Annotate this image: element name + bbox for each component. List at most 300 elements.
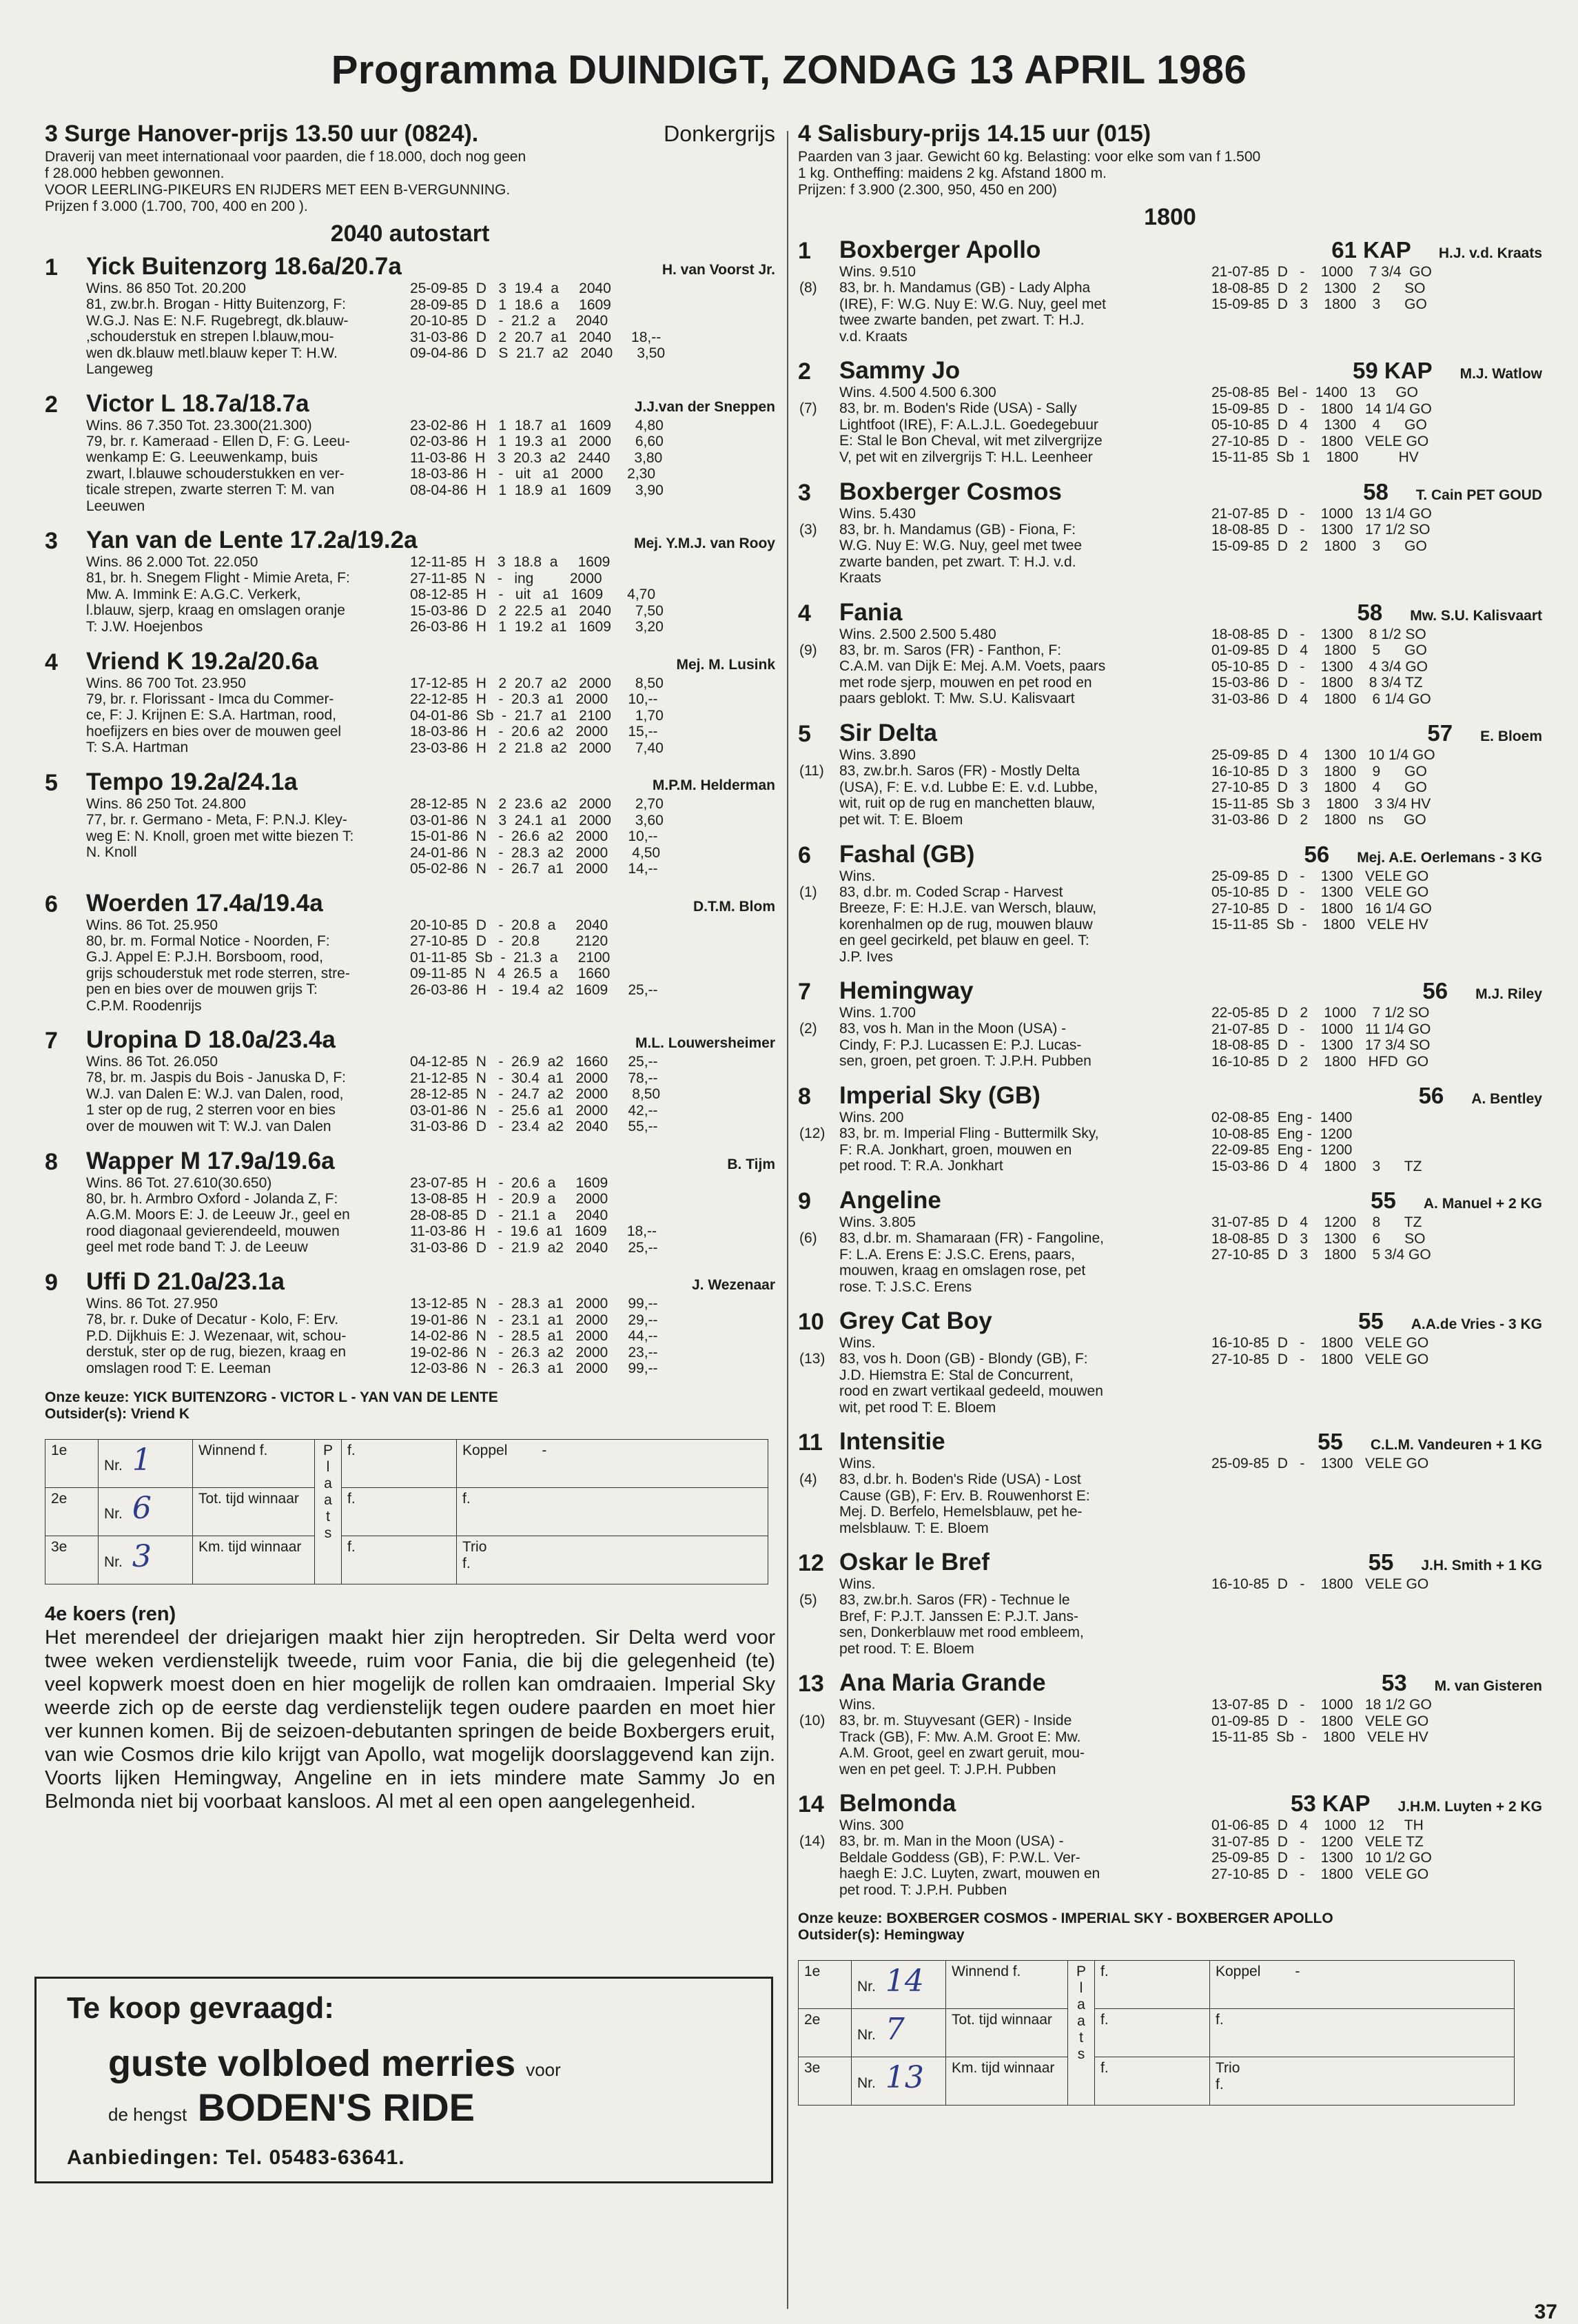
bet-row <box>799 2009 1515 2057</box>
horse-desc-line: met rode sjerp, mouwen en pet rood en <box>839 674 1092 691</box>
horse-jockey: E. Bloem <box>1480 728 1542 744</box>
result-line: 01-06-85 D 4 1000 12 TH <box>1211 1817 1424 1833</box>
horse-desc-line: 83, d.br. m. Shamaraan (FR) - Fangoline, <box>839 1230 1104 1246</box>
result-line: 25-09-85 D - 1300 VELE GO <box>1211 868 1429 884</box>
horse-desc-line: geel met rode band T: J. de Leeuw <box>86 1239 308 1255</box>
horse-jockey: M. van Gisteren <box>1434 1678 1542 1694</box>
horse-pole: (12) <box>799 1125 826 1141</box>
outsider-line: Outsider(s): Vriend K <box>45 1405 190 1422</box>
result-line: 13-08-85 H - 20.9 a 2000 <box>410 1191 608 1207</box>
horse-jockey: J.H.M. Luyten + 2 KG <box>1397 1799 1542 1815</box>
horse-desc-line: 83, br. h. Mandamus (GB) - Lady Alpha <box>839 280 1091 296</box>
koppel-dash: - <box>1295 1964 1300 1979</box>
horse-wins: Wins. 3.890 <box>839 747 916 763</box>
result-line: 31-07-85 D - 1200 VELE TZ <box>1211 1833 1424 1850</box>
horse-header <box>839 1082 1542 1110</box>
horse-jockey: Mej. Y.M.J. van Rooy <box>633 536 775 551</box>
result-line: 01-11-85 Sb - 21.3 a 2100 <box>410 949 611 966</box>
race4-conditions <box>798 149 1542 198</box>
horse-header <box>839 599 1542 626</box>
handwritten-number: 1 <box>132 1442 152 1478</box>
horse-desc-line: W.G. Nuy E: W.G. Nuy, geel met twee <box>839 538 1083 553</box>
horse-name: Yan van de Lente 17.2a/19.2a <box>86 527 418 553</box>
bet-place: 3e <box>45 1536 99 1584</box>
horse-weight: 59 KAP <box>1353 358 1433 383</box>
bet-f-cell: f. <box>1095 2009 1210 2057</box>
horse-weight: 61 KAP <box>1331 237 1411 263</box>
horse-jockey: H. van Voorst Jr. <box>662 262 775 278</box>
ad-line1-text: guste volbloed merries <box>108 2043 516 2084</box>
horse-jockey: B. Tijm <box>727 1156 775 1172</box>
horse-desc-line: rose. T: J.S.C. Erens <box>839 1278 972 1295</box>
result-line: 22-05-85 D 2 1000 7 1/2 SO <box>1211 1005 1430 1021</box>
horse-desc-line: 80, br. m. Formal Notice - Noorden, F: <box>86 932 330 949</box>
horse-entry <box>798 841 1542 966</box>
horse-desc-line: pet wit. T: E. Bloem <box>839 811 963 828</box>
horse-info <box>86 1175 410 1256</box>
horse-jockey: M.J. Watlow <box>1459 366 1542 382</box>
result-line: 19-01-86 N - 23.1 a1 2000 29,-- <box>410 1312 658 1328</box>
trio-label: Trio <box>462 1538 487 1555</box>
handwritten-number: 6 <box>132 1490 152 1526</box>
result-line: 15-11-85 Sb 1 1800 HV <box>1211 449 1419 465</box>
handwritten-number: 7 <box>885 2012 905 2047</box>
result-line: 26-03-86 H - 19.4 a2 1609 25,-- <box>410 981 658 998</box>
horse-name: Hemingway <box>839 977 974 1004</box>
bet-extra-cell <box>457 1536 768 1584</box>
horse-pole: (6) <box>799 1230 817 1246</box>
bet-extra-cell <box>457 1439 768 1487</box>
horse-desc-line: 83, d.br. m. Coded Scrap - Harvest <box>839 884 1063 900</box>
bet-extra-cell <box>1210 1961 1515 2009</box>
result-line: 16-10-85 D 2 1800 HFD GO <box>1211 1053 1429 1070</box>
ad-contact: Aanbiedingen: Tel. 05483-63641. <box>67 2146 405 2169</box>
horse-info <box>799 1110 1211 1174</box>
result-line: 23-03-86 H 2 21.8 a2 2000 7,40 <box>410 740 664 756</box>
horse-weight: 55 <box>1318 1429 1343 1454</box>
handwritten-number: 3 <box>132 1538 152 1574</box>
horse-body <box>799 357 1542 466</box>
horse-jockey: A.A.de Vries - 3 KG <box>1411 1316 1542 1332</box>
horse-pole: (5) <box>799 1592 817 1608</box>
horse-body <box>799 1082 1542 1174</box>
horse-results <box>1211 385 1542 466</box>
race4-bet-form <box>798 1960 1542 2106</box>
horse-details <box>799 385 1542 466</box>
result-line: 18-08-85 D - 1300 17 3/4 SO <box>1211 1037 1431 1053</box>
horse-desc-line: 83, vos h. Doon (GB) - Blondy (GB), F: <box>839 1351 1088 1367</box>
result-line: 23-02-86 H 1 18.7 a1 1609 4,80 <box>410 417 664 434</box>
horse-results <box>410 1054 775 1135</box>
horse-desc-line: v.d. Kraats <box>839 328 908 345</box>
result-line: 23-07-85 H - 20.6 a 1609 <box>410 1174 608 1191</box>
horse-desc-line: grijs schouderstuk met rode sterren, stre- <box>86 965 350 981</box>
bet-extra-cell <box>1210 2057 1515 2106</box>
result-line: 18-08-85 D 3 1300 6 SO <box>1211 1230 1426 1247</box>
horse-desc-line: (USA), F: E. v.d. Lubbe E: E. v.d. Lubbe, <box>839 779 1098 795</box>
race3-distance: 2040 autostart <box>330 221 490 247</box>
result-line: 18-03-86 H - 20.6 a2 2000 15,-- <box>410 724 658 740</box>
race3-column <box>45 121 775 1813</box>
horse-results <box>1211 264 1542 345</box>
horse-jockey: T. Cain PET GOUD <box>1415 487 1542 503</box>
result-line: 25-09-85 D 4 1300 10 1/4 GO <box>1211 747 1435 763</box>
bet-nr-cell <box>852 2057 946 2106</box>
horse-desc-line: Lightfoot (IRE), F: A.L.J.L. Goedegebuur <box>839 416 1098 433</box>
bet-field-label: Winnend f. <box>193 1439 315 1487</box>
horse-weight: 53 KAP <box>1290 1791 1371 1816</box>
horse-wins: Wins. 86 250 Tot. 24.800 <box>86 796 246 812</box>
horse-number: 4 <box>798 600 811 626</box>
horse-desc-line: 83, zw.br.h. Saros (FR) - Technue le <box>839 1592 1070 1608</box>
horse-desc-line: 78, br. m. Jaspis du Bois - Januska D, F: <box>86 1070 346 1085</box>
horse-header <box>86 527 775 554</box>
horse-desc-line: C.P.M. Roodenrijs <box>86 997 202 1014</box>
race4-keuze <box>798 1910 1542 1944</box>
result-line: 28-08-85 D - 21.1 a 2040 <box>410 1207 608 1223</box>
horse-details <box>86 1054 775 1135</box>
result-line: 31-03-86 D - 23.4 a2 2040 55,-- <box>410 1119 658 1134</box>
horse-jockey: C.L.M. Vandeuren + 1 KG <box>1370 1437 1542 1453</box>
result-line: 16-10-85 D - 1800 VELE GO <box>1211 1576 1429 1592</box>
result-line: 27-11-85 N - ing 2000 <box>410 570 602 587</box>
horse-desc-line: J.D. Hiemstra E: Stal de Concurrent, <box>839 1367 1074 1383</box>
horse-entry <box>798 357 1542 466</box>
horse-desc-line: 83, br. m. Saros (FR) - Fanthon, F: <box>839 642 1062 658</box>
horse-desc-line: A.M. Groot, geel en zwart geruit, mou- <box>839 1745 1085 1761</box>
bet-field-label: Tot. tijd winnaar <box>946 2009 1068 2057</box>
horse-wins: Wins. 1.700 <box>839 1005 916 1021</box>
horse-details <box>799 264 1542 345</box>
horse-wins: Wins. <box>839 1697 876 1713</box>
result-line: 27-10-85 D - 1800 VELE GO <box>1211 1351 1429 1367</box>
horse-jockey: D.T.M. Blom <box>693 898 775 915</box>
koers-title: 4e koers (ren) <box>45 1602 176 1625</box>
horse-header <box>839 1669 1542 1697</box>
result-line: 08-04-86 H 1 18.9 a1 1609 3,90 <box>410 482 664 498</box>
horse-details <box>799 505 1542 587</box>
page-number: 37 <box>1534 2301 1557 2323</box>
horse-desc-line: wen dk.blauw metl.blauw keper T: H.W. <box>86 345 338 361</box>
result-line: 18-08-85 D - 1300 8 1/2 SO <box>1211 626 1426 642</box>
horse-wins: Wins. 86 700 Tot. 23.950 <box>86 675 246 691</box>
result-line: 15-09-85 D 2 1800 3 GO <box>1211 538 1427 554</box>
keuze-line: Onze keuze: BOXBERGER COSMOS - IMPERIAL SKY - BOXBERGER APOLLO <box>798 1910 1333 1926</box>
condition-line: Draverij van meet internationaal voor paarden, die f 18.000, doch nog geen <box>45 149 526 165</box>
result-line: 15-11-85 Sb 3 1800 3 3/4 HV <box>1211 795 1431 812</box>
horse-name: Boxberger Apollo <box>839 236 1041 263</box>
horse-desc-line: Track (GB), F: Mw. A.M. Groot E: Mw. <box>839 1729 1081 1745</box>
horse-number: 5 <box>798 721 811 747</box>
horse-pole: (1) <box>799 884 817 900</box>
horse-desc-line: 83, br. m. Stuyvesant (GER) - Inside <box>839 1713 1072 1729</box>
horse-desc-line: over de mouwen wit T: W.J. van Dalen <box>86 1118 331 1134</box>
horse-entry <box>798 1428 1542 1536</box>
bet-nr-label: Nr. <box>104 1553 123 1570</box>
horse-body <box>799 1669 1542 1777</box>
horse-details <box>86 796 775 877</box>
horse-name: Tempo 19.2a/24.1a <box>86 768 298 795</box>
horse-pole: (4) <box>799 1471 817 1487</box>
horse-weight: 53 <box>1381 1670 1407 1695</box>
horse-body <box>799 720 1542 828</box>
horse-details <box>86 554 775 635</box>
horse-details <box>86 675 775 757</box>
horse-entry <box>798 1790 1542 1898</box>
horse-results <box>1211 868 1542 966</box>
horse-wins: Wins. 86 2.000 Tot. 22.050 <box>86 554 258 570</box>
horse-body <box>86 1148 775 1256</box>
advertisement <box>34 1977 773 2183</box>
horse-name: Belmonda <box>839 1790 956 1817</box>
horse-pole: (9) <box>799 642 817 658</box>
horse-info <box>799 264 1211 345</box>
horse-wins: Wins. 86 Tot. 25.950 <box>86 917 218 933</box>
horse-number: 6 <box>45 890 58 917</box>
horse-number: 9 <box>45 1270 58 1296</box>
result-line: 05-02-86 N - 26.7 a1 2000 14,-- <box>410 861 658 877</box>
horse-pole: (13) <box>799 1351 826 1367</box>
horse-desc-line: 77, br. r. Germano - Meta, F: P.N.J. Kley- <box>86 812 347 828</box>
horse-desc-line: wit, pet rood T: E. Bloem <box>839 1399 996 1416</box>
horse-details <box>86 281 775 378</box>
horse-desc-line: paars geblokt. T: Mw. S.U. Kalisvaart <box>839 691 1075 706</box>
condition-line: Paarden van 3 jaar. Gewicht 60 kg. Belasting: voor elke som van f 1.500 <box>798 149 1261 165</box>
horse-number: 4 <box>45 649 58 675</box>
race3-title: 3 Surge Hanover-prijs 13.50 uur (0824). <box>45 121 479 147</box>
horse-wins: Wins. 2.500 2.500 5.480 <box>839 626 996 642</box>
result-line: 18-03-86 H - uit a1 2000 2,30 <box>410 466 656 482</box>
horse-results <box>1211 1110 1542 1174</box>
horse-pole: (14) <box>799 1833 826 1849</box>
horse-body <box>799 478 1542 587</box>
horse-name: Boxberger Cosmos <box>839 478 1062 505</box>
race4-column <box>798 121 1542 2106</box>
result-line: 15-03-86 D 2 22.5 a1 2040 7,50 <box>410 602 664 619</box>
horse-weight: 57 <box>1427 720 1453 746</box>
horse-desc-line: ce, F: J. Krijnen E: S.A. Hartman, rood, <box>86 707 336 723</box>
koers-text: Het merendeel der driejarigen maakt hier zijn heroptreden. Sir Delta werd voor twee weken verdienstelijk tweede, ruim voor Fania, die bij die gelegenheid (te) veel kopwerk moest doen en hier mogelijk de rollen kan omdraaien. Imperial Sky weerde zich op de eerste dag verdienstelijk tegen oudere paarden en moet hier ver kunnen komen. Bij de seizoen-debutanten springen de beide Boxbergers eruit, van wie Cosmos drie kilo krijgt van Apollo, wat mogelijk doorslaggevend kan zijn. Voorts lijken Hemingway, Angeline en in iets mindere mate Sammy Jo en Belmonda niet bij voorbaat kansloos. Al met al een open aangelegenheid. <box>45 1626 775 1813</box>
horse-desc-line: Beldale Goddess (GB), F: P.W.L. Ver- <box>839 1849 1080 1866</box>
horse-wins: Wins. 86 Tot. 27.610(30.650) <box>86 1174 272 1191</box>
horse-header <box>86 1148 775 1175</box>
bet-nr-label: Nr. <box>857 2075 876 2091</box>
horse-jockey: J.J.van der Sneppen <box>634 398 775 415</box>
horse-number: 1 <box>798 238 811 264</box>
result-line: 27-10-85 D - 20.8 2120 <box>410 933 608 949</box>
horse-wins: Wins. <box>839 1576 876 1592</box>
horse-jockey: Mej. M. Lusink <box>676 656 775 673</box>
result-line: 27-10-85 D 3 1800 4 GO <box>1211 779 1427 795</box>
horse-jockey: M.J. Riley <box>1475 986 1542 1002</box>
horse-desc-line: T: J.W. Hoejenbos <box>86 618 203 635</box>
horse-entry <box>798 1669 1542 1777</box>
horse-info <box>799 868 1211 966</box>
bet-row <box>799 1961 1515 2009</box>
horse-details <box>799 1110 1542 1174</box>
horse-wins: Wins. 300 <box>839 1817 904 1833</box>
horse-name: Ana Maria Grande <box>839 1669 1046 1696</box>
horse-results <box>1211 747 1542 828</box>
result-line: 09-04-86 D S 21.7 a2 2040 3,50 <box>410 345 666 361</box>
horse-header <box>839 357 1542 385</box>
horse-results <box>410 281 775 378</box>
horse-number: 3 <box>45 528 58 554</box>
horse-details <box>86 917 775 1015</box>
column-divider <box>787 131 788 2309</box>
horse-info <box>86 554 410 635</box>
result-line: 12-03-86 N - 26.3 a1 2000 99,-- <box>410 1360 658 1376</box>
result-line: 31-03-86 D 2 20.7 a1 2040 18,-- <box>410 329 662 345</box>
horse-jockey: M.P.M. Helderman <box>652 777 775 793</box>
horse-name: Sir Delta <box>839 720 937 746</box>
horse-desc-line: Cindy, F: P.J. Lucassen E: P.J. Lucas- <box>839 1037 1082 1053</box>
bet-nr-cell <box>99 1536 193 1584</box>
horse-desc-line: sen, Donkerblauw met rood embleem, <box>839 1624 1084 1640</box>
race4-distance: 1800 <box>1144 204 1196 230</box>
horse-wins: Wins. 4.500 4.500 6.300 <box>839 385 996 400</box>
result-line: 01-09-85 D - 1800 VELE GO <box>1211 1713 1429 1729</box>
horse-results <box>410 796 775 877</box>
horse-body <box>86 390 775 515</box>
result-line: 31-03-86 D - 21.9 a2 2040 25,-- <box>410 1239 658 1256</box>
result-line: 15-09-85 D 3 1800 3 GO <box>1211 296 1427 312</box>
horse-info <box>86 1054 410 1135</box>
horse-desc-line: weg E: N. Knoll, groen met witte biezen T: <box>86 828 354 844</box>
horse-weight: 56 <box>1418 1083 1444 1108</box>
result-line: 21-07-85 D - 1000 7 3/4 GO <box>1211 264 1432 280</box>
horse-info <box>86 675 410 757</box>
horse-pole: (3) <box>799 521 817 538</box>
horse-details <box>799 1697 1542 1777</box>
horse-name: Sammy Jo <box>839 357 961 384</box>
horse-info <box>799 505 1211 587</box>
horse-desc-line: pet rood. T: R.A. Jonkhart <box>839 1158 1003 1174</box>
horse-number: 3 <box>798 479 811 506</box>
horse-desc-line: Mw. A. Immink E: A.G.C. Verkerk, <box>86 586 301 602</box>
horse-results <box>410 418 775 515</box>
horse-desc-line: J.P. Ives <box>839 948 893 965</box>
result-line: 28-09-85 D 1 18.6 a 1609 <box>410 296 611 313</box>
horse-header <box>86 768 775 796</box>
horse-desc-line: W.J. van Dalen E: W.J. van Dalen, rood, <box>86 1085 344 1102</box>
horse-results <box>410 917 775 1015</box>
horse-info <box>799 1697 1211 1777</box>
horse-desc-line: 81, br. h. Snegem Flight - Mimie Areta, F: <box>86 570 350 586</box>
horse-wins: Wins. 3.805 <box>839 1214 916 1230</box>
result-line: 22-09-85 Eng - 1200 <box>1211 1142 1353 1158</box>
ad-title: Te koop gevraagd: <box>67 1991 334 2025</box>
bet-f-label: f. <box>1216 2077 1224 2092</box>
horse-desc-line: ,schouderstuk en strepen l.blauw,mou- <box>86 329 334 345</box>
horse-number: 12 <box>798 1550 824 1576</box>
horse-number: 8 <box>798 1083 811 1110</box>
horse-header <box>839 1549 1542 1576</box>
horse-desc-line: 81, zw.br.h. Brogan - Hitty Buitenzorg, F: <box>86 296 347 312</box>
horse-body <box>799 1187 1542 1295</box>
horse-desc-line: Langeweg <box>86 361 153 377</box>
ad-line-1 <box>67 2042 741 2085</box>
horse-desc-line: mouwen, kraag en omslagen rose, pet <box>839 1263 1086 1278</box>
horse-desc-line: T: S.A. Hartman <box>86 740 189 755</box>
horse-desc-line: Bref, F: P.J.T. Janssen E: P.J.T. Jans- <box>839 1608 1079 1624</box>
condition-line: VOOR LEERLING-PIKEURS EN RIJDERS MET EEN B-VERGUNNING. <box>45 182 511 198</box>
horse-pole: (2) <box>799 1021 817 1037</box>
condition-line: Prijzen f 3.000 (1.700, 700, 400 en 200 ). <box>45 198 308 214</box>
horse-body <box>799 1790 1542 1898</box>
horse-wins: Wins. 5.430 <box>839 505 916 522</box>
horse-header <box>86 390 775 418</box>
horse-details <box>86 1296 775 1377</box>
bet-f-cell: f. <box>342 1439 457 1487</box>
horse-desc-line: A.G.M. Moors E: J. de Leeuw Jr., geel en <box>86 1207 350 1223</box>
horse-jockey: Mej. A.E. Oerlemans - 3 KG <box>1357 849 1542 866</box>
horse-details <box>799 626 1542 708</box>
horse-desc-line: en geel gecirkeld, pet blauw en geel. T: <box>839 932 1089 948</box>
bet-row <box>45 1536 768 1584</box>
horse-results <box>1211 1576 1542 1657</box>
bet-place: 2e <box>45 1487 99 1536</box>
horse-body <box>799 977 1542 1070</box>
horse-number: 5 <box>45 770 58 796</box>
race3-bet-form <box>45 1439 775 1584</box>
horse-results <box>410 675 775 757</box>
result-line: 25-09-85 D - 1300 VELE GO <box>1211 1456 1429 1471</box>
horse-desc-line: V, pet wit en zilvergrijs T: H.L. Leenheer <box>839 449 1093 465</box>
horse-wins: Wins. 86 7.350 Tot. 23.300(21.300) <box>86 417 312 434</box>
horse-desc-line: hoefijzers en bies over de mouwen geel <box>86 723 342 740</box>
horse-pole: (7) <box>799 400 817 416</box>
horse-desc-line: omslagen rood T: E. Leeman <box>86 1360 271 1376</box>
horse-details <box>799 1335 1542 1416</box>
koppel-label: Koppel <box>1216 1964 1261 1979</box>
result-line: 15-01-86 N - 26.6 a2 2000 10,-- <box>410 828 658 844</box>
horse-desc-line: Breeze, F: E: H.J.E. van Wersch, blauw, <box>839 900 1097 916</box>
horse-details <box>86 418 775 515</box>
horse-desc-line: P.D. Dijkhuis E: J. Wezenaar, wit, schou- <box>86 1327 347 1344</box>
result-line: 21-07-85 D - 1000 11 1/4 GO <box>1211 1021 1431 1037</box>
race3-header <box>45 121 775 147</box>
horse-info <box>799 1335 1211 1416</box>
horse-desc-line: ticale strepen, zwarte sterren T: M. van <box>86 482 335 498</box>
koppel-dash: - <box>542 1442 547 1458</box>
horse-name: Wapper M 17.9a/19.6a <box>86 1147 335 1174</box>
bet-nr-label: Nr. <box>104 1457 123 1474</box>
horse-results <box>410 1296 775 1377</box>
horse-info <box>799 1005 1211 1070</box>
horse-wins: Wins. 200 <box>839 1110 904 1125</box>
horse-desc-line: 83, vos h. Man in the Moon (USA) - <box>839 1021 1067 1037</box>
result-line: 25-08-85 Bel - 1400 13 GO <box>1211 385 1418 400</box>
horse-name: Grey Cat Boy <box>839 1307 992 1334</box>
horse-info <box>799 626 1211 708</box>
horse-desc-line: 79, br. r. Florissant - Imca du Commer- <box>86 691 334 707</box>
horse-number: 8 <box>45 1148 58 1175</box>
horse-entry <box>45 390 775 515</box>
bet-place: 1e <box>45 1439 99 1487</box>
condition-line: Prijzen: f 3.900 (2.300, 950, 450 en 200) <box>798 182 1057 198</box>
race4-horse-list <box>798 236 1542 1898</box>
bet-field-label: Km. tijd winnaar <box>946 2057 1068 2106</box>
result-line: 08-12-85 H - uit a1 1609 4,70 <box>410 587 656 602</box>
horse-jockey: A. Manuel + 2 KG <box>1423 1196 1542 1212</box>
bet-f-cell: f. <box>342 1536 457 1584</box>
horse-jockey: Mw. S.U. Kalisvaart <box>1410 607 1542 624</box>
horse-desc-line: 83, br. h. Mandamus (GB) - Fiona, F: <box>839 521 1076 538</box>
result-line: 16-10-85 D 3 1800 9 GO <box>1211 763 1427 779</box>
result-line: 03-01-86 N - 25.6 a1 2000 42,-- <box>410 1102 658 1119</box>
horse-entry <box>45 890 775 1015</box>
